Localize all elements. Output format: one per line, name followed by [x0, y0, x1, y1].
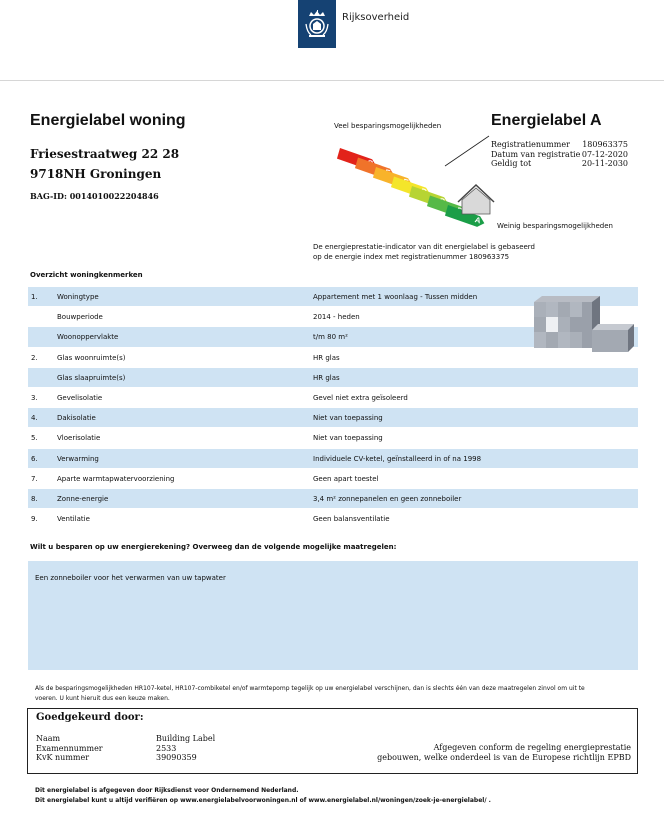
pointer-line	[445, 136, 489, 166]
advice-box	[28, 561, 638, 670]
bag-id: BAG-ID: 0014010022204846	[30, 191, 159, 201]
table-row: 9. Ventilatie Geen balansventilatie	[28, 509, 638, 529]
table-row: Bouwperiode 2014 - heden	[28, 307, 638, 327]
label-note: De energieprestatie-indicator van dit energielabel is gebaseerd op de energie index met registratienummer 180963375	[313, 243, 536, 261]
footer-text: Dit energielabel is afgegeven door Rijksdienst voor Ondernemend Nederland. Dit energielabel kunt u altijd verifiëren op www.energielabelvoorwoningen.nl of www.energielabel.nl/woningen/zoek-je-energielabel/ .	[35, 787, 491, 804]
registration-row: Registratienummer 180963375	[491, 140, 628, 149]
approval-statement: Afgegeven conform de regeling energieprestatie gebouwen, welke onderdeel is van de Europese richtlijn EPBD	[377, 743, 631, 762]
table-row: Woonoppervlakte t/m 80 m²	[28, 327, 638, 347]
table-row: 5. Vloerisolatie Niet van toepassing	[28, 428, 638, 448]
table-row: 2. Glas woonruimte(s) HR glas	[28, 348, 638, 368]
registration-row: Datum van registratie 07-12-2020	[491, 149, 628, 159]
address-street: Friesestraatweg 22 28	[30, 147, 180, 161]
table-row: 1. Woningtype Appartement met 1 woonlaag - Tussen midden	[28, 287, 638, 307]
advice-disclaimer: Als de besparingsmogelijkheden HR107-ketel, HR107-combiketel en/of warmtepomp tegelijk op uw energielabel verschijnen, dan is slechts één van deze maatregelen zinvol om uit te voeren. U kunt hieruit dus een keuze maken.	[35, 685, 585, 702]
label-bottom-text: Weinig besparingsmogelijkheden	[497, 222, 613, 230]
energy-label-value: Energielabel A	[491, 112, 602, 129]
org-name: Rijksoverheid	[342, 12, 410, 23]
approval-row: Naam Building Label	[36, 734, 216, 743]
registration-block	[491, 140, 628, 169]
table-row: 3. Gevelisolatie Gevel niet extra geïsoleerd	[28, 388, 638, 408]
approval-row: Examennummer 2533	[36, 743, 177, 753]
approval-details	[36, 734, 215, 763]
approval-box	[27, 708, 638, 774]
table-row: 4. Dakisolatie Niet van toepassing	[28, 408, 638, 428]
label-class-text: A	[473, 215, 482, 226]
address-city: 9718NH Groningen	[30, 167, 162, 181]
characteristics-heading: Overzicht woningkenmerken	[30, 271, 143, 279]
building-illustration-icon	[530, 292, 636, 358]
table-row: Glas slaapruimte(s) HR glas	[28, 368, 638, 388]
approval-row: KvK nummer 39090359	[36, 753, 197, 762]
registration-row: Geldig tot 20-11-2030	[491, 159, 628, 168]
label-stairs	[336, 148, 486, 229]
table-row: 8. Zonne-energie 3,4 m² zonnepanelen en geen zonneboiler	[28, 489, 638, 509]
approval-title: Goedgekeurd door:	[36, 712, 144, 723]
house-icon	[458, 185, 494, 214]
label-top-text: Veel besparingsmogelijkheden	[334, 122, 442, 130]
energy-label-graphic	[0, 0, 664, 260]
table-row: 7. Aparte warmtapwatervoorziening Geen apart toestel	[28, 469, 638, 489]
advice-question: Wilt u besparen op uw energierekening? Overweeg dan de volgende mogelijke maatregelen:	[30, 543, 397, 551]
table-row: 6. Verwarming Individuele CV-ketel, geïnstalleerd in of na 1998	[28, 449, 638, 469]
advice-item: Een zonneboiler voor het verwarmen van uw tapwater	[35, 574, 226, 582]
page-title: Energielabel woning	[30, 112, 186, 129]
